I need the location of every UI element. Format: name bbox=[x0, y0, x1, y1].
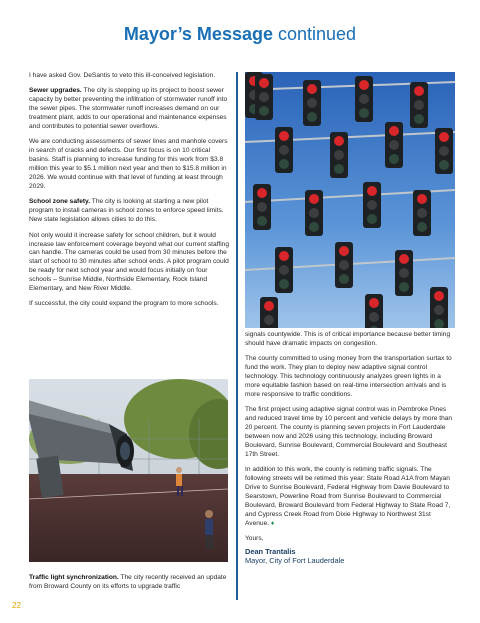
page-title bbox=[0, 24, 480, 45]
left-column bbox=[29, 72, 229, 316]
column-divider bbox=[236, 72, 238, 600]
paragraph bbox=[29, 87, 229, 132]
paragraph: If successful, the city could expand the program to more schools. bbox=[29, 300, 219, 308]
signature-name: Dean Trantalis bbox=[245, 547, 296, 557]
right-column bbox=[245, 331, 455, 565]
school-camera-photo bbox=[29, 379, 228, 562]
section-heading: School zone safety. bbox=[29, 198, 91, 206]
traffic-lights-photo bbox=[245, 72, 455, 328]
paragraph: The county committed to using money from the transportation surtax to fund the work. They plan to deploy new adaptive signal control technology. This technology continuously analyzes green lights in a more equitable fashion based on real-time intersection arrivals and is more responsive to traffic conditions. bbox=[245, 355, 452, 398]
paragraph-text: In addition to this work, the county is retiming traffic signals. The following streets will be retimed this year: State Road A1A from Mayan Drive to Sunrise Boulevard, Federal Highway from Davie Boulevard to Searstown, Powerline Road from Sunrise Boulevard to Commercial Boulevard, Broward Boulevard from Federal Highway to State Road 7, and Cypress Creek Road from Dixie Highway to Northwest 31st Avenue. bbox=[245, 466, 451, 527]
paragraph: signals countywide. This is of critical importance because better timing should have dramatic impacts on congestion. bbox=[245, 331, 451, 347]
page-number: 22 bbox=[12, 601, 21, 610]
title-main: Mayor’s Message bbox=[123, 24, 273, 44]
end-mark-icon: ♦ bbox=[270, 519, 275, 527]
title-continued: continued bbox=[278, 24, 357, 44]
traffic-section-start bbox=[29, 574, 229, 592]
paragraph: The first project using adaptive signal control was in Pembroke Pines and reduced travel time by 10 percent and vehicle delays by more than 20 percent. The county is planning seven projects in Fort Lauderdale between now and 2026 using this technology, including Broward Boulevard, Sunrise Boulevard, Commercial Boulevard and Southeast 17th Street. bbox=[245, 406, 453, 458]
paragraph: We are conducting assessments of sewer lines and manhole covers in search of cracks and defects. Our first focus is on 10 critical basins. Staff is planning to increase funding for this work from $3.8 million this year to $5.1 million next year and then to $15.8 million in 2026. We would continue with that level of funding at least through 2029. bbox=[29, 138, 228, 190]
paragraph bbox=[29, 198, 229, 225]
paragraph-text: The city is stepping up its project to boost sewer capacity by better preventing the infiltration of stormwater runoff into the sewer pipes. The stormwater runoff increases demand on our treatment plant, adds to our operational and maintenance expenses and contributes to potential sewer overflows. bbox=[29, 87, 228, 131]
paragraph: I have asked Gov. DeSantis to veto this ill-conceived legislation. bbox=[29, 72, 216, 79]
paragraph-text: The city is looking at starting a new pilot program to install cameras in school zones to enforce speed limits. New state legislation allows cities to do this. bbox=[29, 198, 224, 224]
section-heading: Sewer upgrades. bbox=[29, 87, 82, 95]
paragraph bbox=[245, 466, 455, 528]
section-heading: Traffic light synchronization. bbox=[29, 574, 119, 581]
closing: Yours, bbox=[245, 535, 264, 543]
paragraph: Not only would it increase safety for school children, but it would increase law enforcement coverage beyond what our current staffing can handle. The cameras could be used from 30 minutes before the start of school to 30 minutes after school ends. A pilot program could be ready for next school year and would focus initially on four schools – Sunrise Middle, Northside Elementary, Rock Island Elementary, and New River Middle. bbox=[29, 231, 230, 293]
paragraph-text: The city recently received an update from Broward County on its efforts to upgrade traffic bbox=[29, 574, 227, 590]
signature-title: Mayor, City of Fort Lauderdale bbox=[245, 556, 345, 566]
